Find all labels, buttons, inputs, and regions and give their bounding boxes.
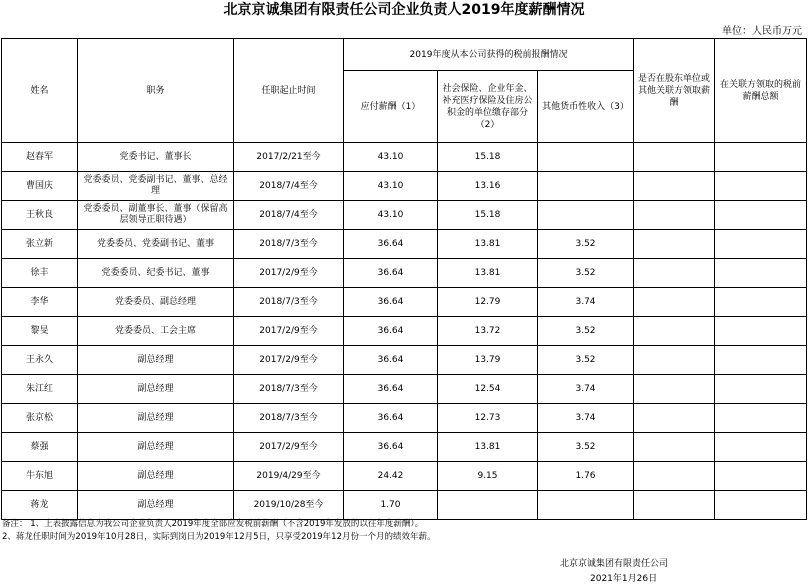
cell-term: 2018/7/3至今 — [234, 230, 344, 259]
cell-insurance: 13.72 — [438, 317, 538, 346]
cell-position: 副总经理 — [78, 433, 234, 462]
cell-related-total — [715, 317, 807, 346]
cell-related-total — [715, 462, 807, 491]
header-position: 职务 — [78, 39, 234, 143]
cell-position: 党委委员、党委副书记、董事、总经理 — [78, 172, 234, 201]
cell-insurance: 9.15 — [438, 462, 538, 491]
header-term: 任职起止时间 — [234, 39, 344, 143]
cell-related-flag — [634, 201, 715, 230]
cell-name: 朱江红 — [2, 375, 78, 404]
cell-related-total — [715, 230, 807, 259]
table-row — [2, 143, 807, 172]
cell-term: 2019/4/29至今 — [234, 462, 344, 491]
table-row — [2, 433, 807, 462]
table-row — [2, 317, 807, 346]
cell-term: 2018/7/3至今 — [234, 404, 344, 433]
cell-other-income: 3.52 — [538, 259, 634, 288]
cell-name: 蒋龙 — [2, 491, 78, 520]
cell-salary: 36.64 — [344, 288, 438, 317]
cell-position: 党委委员、工会主席 — [78, 317, 234, 346]
cell-related-total — [715, 404, 807, 433]
cell-salary: 36.64 — [344, 375, 438, 404]
cell-position: 副总经理 — [78, 462, 234, 491]
table-row — [2, 346, 807, 375]
cell-name: 曹国庆 — [2, 172, 78, 201]
cell-insurance: 13.81 — [438, 259, 538, 288]
header-salary: 应付薪酬（1） — [344, 71, 438, 143]
cell-position: 党委书记、董事长 — [78, 143, 234, 172]
cell-term: 2019/10/28至今 — [234, 491, 344, 520]
header-other-income: 其他货币性收入（3） — [538, 71, 634, 143]
cell-term: 2017/2/9至今 — [234, 317, 344, 346]
footer-company: 北京京诚集团有限责任公司 — [560, 559, 669, 569]
cell-name: 蔡强 — [2, 433, 78, 462]
header-insurance: 社会保险、企业年金、补充医疗保险及住房公积金的单位缴存部分（2） — [438, 71, 538, 143]
table-row — [2, 404, 807, 433]
cell-salary: 36.64 — [344, 404, 438, 433]
cell-insurance: 13.81 — [438, 433, 538, 462]
cell-related-total — [715, 143, 807, 172]
cell-name: 赵春军 — [2, 143, 78, 172]
cell-other-income: 1.76 — [538, 462, 634, 491]
cell-name: 李华 — [2, 288, 78, 317]
cell-salary: 24.42 — [344, 462, 438, 491]
cell-term: 2017/2/9至今 — [234, 259, 344, 288]
cell-insurance: 15.18 — [438, 201, 538, 230]
table-row — [2, 288, 807, 317]
cell-name: 牛东旭 — [2, 462, 78, 491]
cell-term: 2018/7/3至今 — [234, 375, 344, 404]
cell-salary: 36.64 — [344, 259, 438, 288]
cell-salary: 36.64 — [344, 230, 438, 259]
cell-related-total — [715, 201, 807, 230]
footer-date: 2021年1月26日 — [590, 574, 658, 584]
cell-name: 王永久 — [2, 346, 78, 375]
cell-related-flag — [634, 404, 715, 433]
table-row — [2, 375, 807, 404]
cell-related-total — [715, 433, 807, 462]
cell-insurance: 12.54 — [438, 375, 538, 404]
cell-related-total — [715, 491, 807, 520]
cell-term: 2017/2/21至今 — [234, 143, 344, 172]
cell-related-flag — [634, 375, 715, 404]
cell-related-flag — [634, 433, 715, 462]
header-pretax-group: 2019年度从本公司获得的税前报酬情况 — [344, 39, 634, 71]
table-row — [2, 462, 807, 491]
cell-insurance: 12.79 — [438, 288, 538, 317]
cell-related-flag — [634, 230, 715, 259]
cell-related-total — [715, 172, 807, 201]
table-row — [2, 172, 807, 201]
cell-position: 党委委员、副董事长、董事（保留高层领导正职待遇） — [78, 201, 234, 230]
currency-unit: 单位：人民币万元 — [722, 26, 802, 37]
cell-other-income: 3.74 — [538, 404, 634, 433]
cell-related-flag — [634, 491, 715, 520]
cell-related-total — [715, 346, 807, 375]
cell-other-income: 3.74 — [538, 288, 634, 317]
cell-salary: 1.70 — [344, 491, 438, 520]
cell-salary: 36.64 — [344, 433, 438, 462]
cell-salary: 43.10 — [344, 172, 438, 201]
table-row — [2, 230, 807, 259]
cell-related-flag — [634, 259, 715, 288]
cell-name: 徐丰 — [2, 259, 78, 288]
cell-related-flag — [634, 462, 715, 491]
cell-salary: 36.64 — [344, 317, 438, 346]
cell-other-income: 3.52 — [538, 433, 634, 462]
cell-salary: 43.10 — [344, 143, 438, 172]
cell-name: 张立新 — [2, 230, 78, 259]
cell-related-flag — [634, 346, 715, 375]
cell-name: 王秋良 — [2, 201, 78, 230]
cell-term: 2018/7/4至今 — [234, 172, 344, 201]
cell-related-flag — [634, 172, 715, 201]
cell-insurance: 13.16 — [438, 172, 538, 201]
cell-term: 2018/7/4至今 — [234, 201, 344, 230]
cell-name: 张京松 — [2, 404, 78, 433]
cell-other-income: 3.74 — [538, 375, 634, 404]
cell-other-income — [538, 491, 634, 520]
cell-position: 党委委员、副总经理 — [78, 288, 234, 317]
table-row — [2, 491, 807, 520]
cell-insurance: 15.18 — [438, 143, 538, 172]
cell-position: 副总经理 — [78, 404, 234, 433]
header-related-total: 在关联方领取的税前薪酬总额 — [715, 39, 807, 143]
cell-related-flag — [634, 317, 715, 346]
cell-position: 副总经理 — [78, 346, 234, 375]
cell-insurance: 12.73 — [438, 404, 538, 433]
table-row — [2, 201, 807, 230]
cell-other-income: 3.52 — [538, 346, 634, 375]
cell-salary: 43.10 — [344, 201, 438, 230]
note-2: 2、蒋龙任职时间为2019年10月28日，实际到岗日为2019年12月5日，只享受2019年12月份一个月的绩效年薪。 — [2, 532, 436, 542]
cell-other-income — [538, 201, 634, 230]
table-row — [2, 259, 807, 288]
cell-position: 副总经理 — [78, 491, 234, 520]
cell-other-income: 3.52 — [538, 317, 634, 346]
cell-other-income: 3.52 — [538, 230, 634, 259]
cell-salary: 36.64 — [344, 346, 438, 375]
cell-related-total — [715, 259, 807, 288]
cell-term: 2018/7/3至今 — [234, 288, 344, 317]
cell-name: 黎旻 — [2, 317, 78, 346]
header-name: 姓名 — [2, 39, 78, 143]
cell-related-total — [715, 375, 807, 404]
notes — [2, 518, 435, 544]
cell-position: 党委委员、党委副书记、董事 — [78, 230, 234, 259]
cell-insurance: 13.81 — [438, 230, 538, 259]
cell-position: 党委委员、纪委书记、董事 — [78, 259, 234, 288]
cell-term: 2017/2/9至今 — [234, 346, 344, 375]
cell-related-flag — [634, 143, 715, 172]
header-related-flag: 是否在股东单位或其他关联方领取薪酬 — [634, 39, 715, 143]
cell-term: 2017/2/9至今 — [234, 433, 344, 462]
salary-table — [1, 38, 807, 520]
cell-related-flag — [634, 288, 715, 317]
cell-insurance: 13.79 — [438, 346, 538, 375]
cell-related-total — [715, 288, 807, 317]
note-1: 备注： 1、上表披露信息为我公司企业负责人2019年度全部应发税前薪酬（不含2019年发放的以往年度薪酬）。 — [2, 519, 424, 529]
cell-other-income — [538, 143, 634, 172]
cell-other-income — [538, 172, 634, 201]
report-title: 北京京诚集团有限责任公司企业负责人2019年度薪酬情况 — [223, 2, 585, 18]
cell-position: 副总经理 — [78, 375, 234, 404]
cell-insurance — [438, 491, 538, 520]
